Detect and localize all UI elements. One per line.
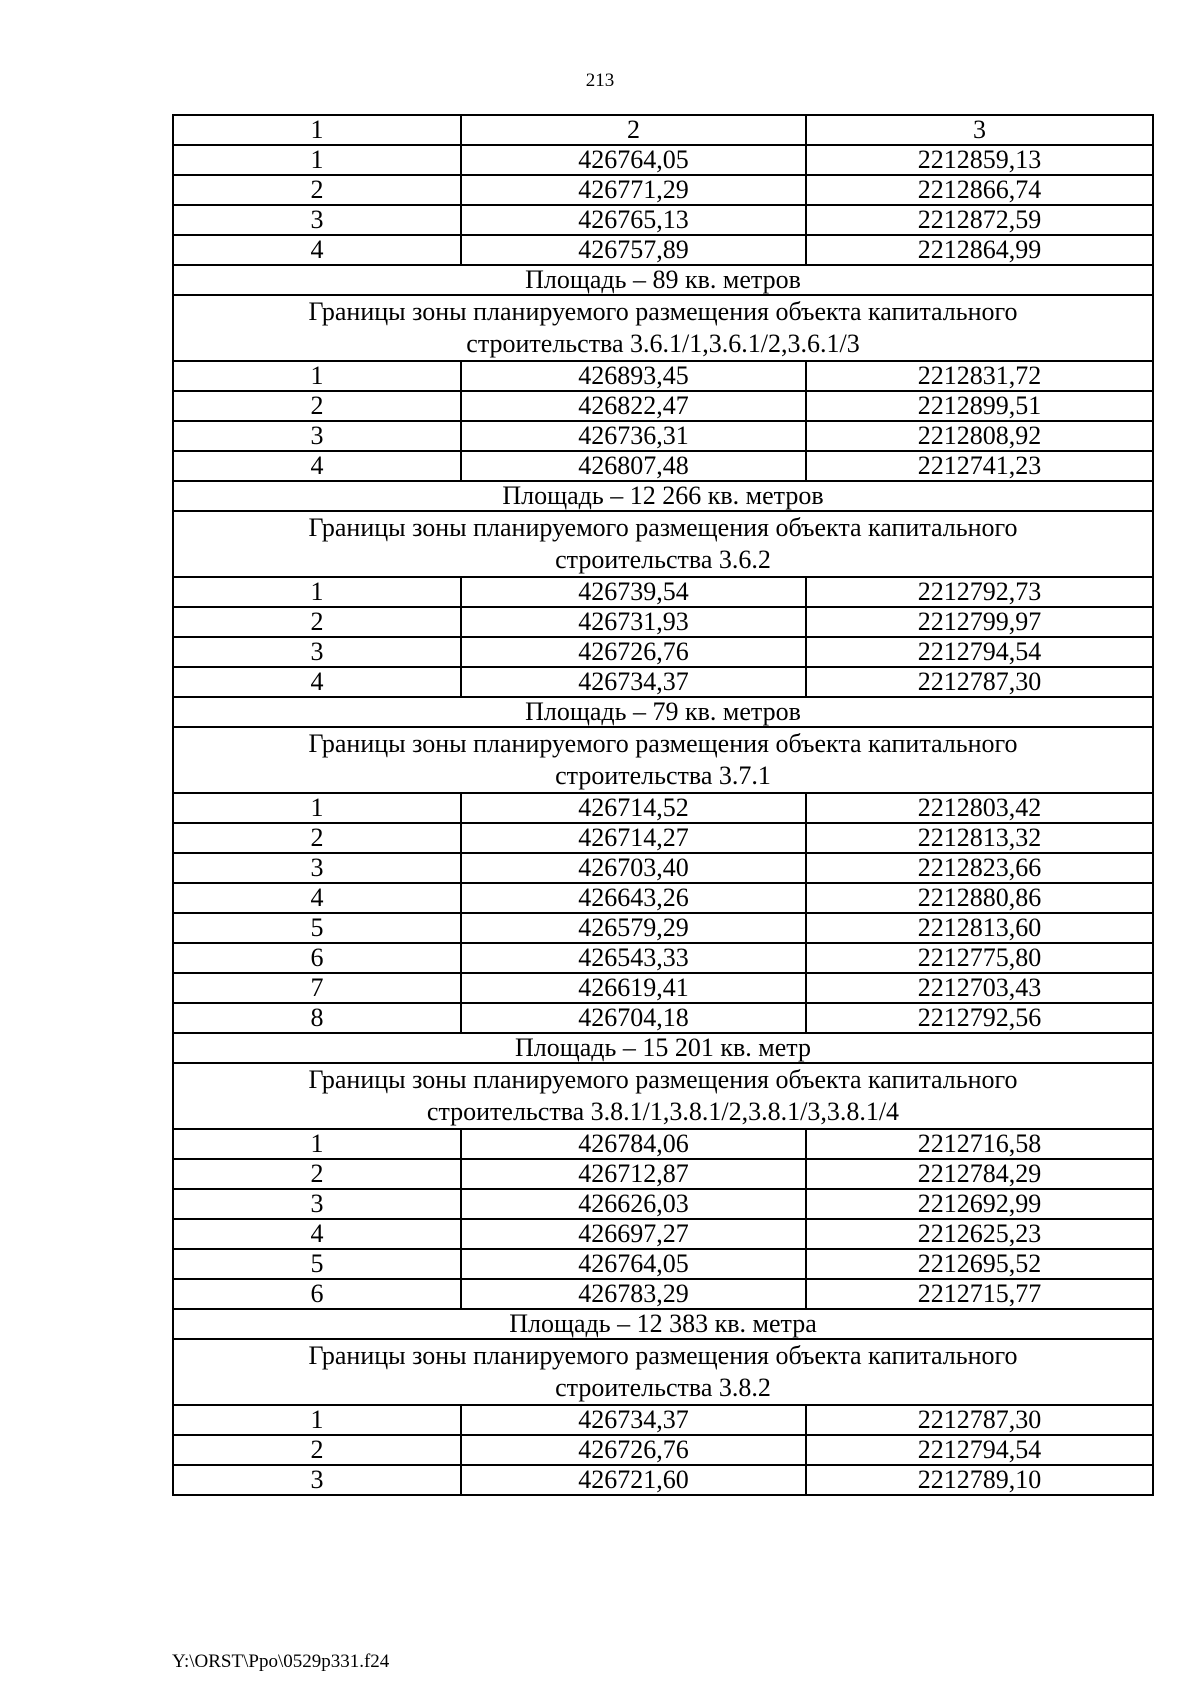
area-value: Площадь – 89 кв. метров — [173, 265, 1153, 295]
y-coordinate-cell: 2212715,77 — [806, 1279, 1153, 1309]
x-coordinate-cell: 426807,48 — [461, 451, 806, 481]
y-coordinate-cell: 2212899,51 — [806, 391, 1153, 421]
y-coordinate-cell: 2212787,30 — [806, 667, 1153, 697]
table-row — [173, 637, 1153, 667]
x-coordinate-cell: 426703,40 — [461, 853, 806, 883]
y-coordinate-cell: 2212859,13 — [806, 145, 1153, 175]
area-value: Площадь – 12 266 кв. метров — [173, 481, 1153, 511]
x-coordinate-cell: 426893,45 — [461, 361, 806, 391]
table-row — [173, 973, 1153, 1003]
point-number-cell: 1 — [173, 577, 461, 607]
y-coordinate-cell: 2212813,32 — [806, 823, 1153, 853]
y-coordinate-cell: 2212625,23 — [806, 1219, 1153, 1249]
table-row — [173, 145, 1153, 175]
point-number-cell: 2 — [173, 1435, 461, 1465]
x-coordinate-cell: 426726,76 — [461, 637, 806, 667]
table-row — [173, 451, 1153, 481]
table-row — [173, 1189, 1153, 1219]
table-row — [173, 823, 1153, 853]
point-number-cell: 1 — [173, 1405, 461, 1435]
x-coordinate-cell: 426764,05 — [461, 1249, 806, 1279]
point-number-cell: 5 — [173, 913, 461, 943]
table-row — [173, 607, 1153, 637]
coordinates-table — [172, 114, 1154, 1496]
section-caption: Границы зоны планируемого размещения объекта капитального строительства 3.8.1/1,3.8.1/2,3.8.1/3,3.8.1/4 — [173, 1063, 1153, 1129]
y-coordinate-cell: 2212716,58 — [806, 1129, 1153, 1159]
x-coordinate-cell: 426731,93 — [461, 607, 806, 637]
x-coordinate-cell: 426712,87 — [461, 1159, 806, 1189]
point-number-cell: 4 — [173, 667, 461, 697]
y-coordinate-cell: 2212803,42 — [806, 793, 1153, 823]
y-coordinate-cell: 2212880,86 — [806, 883, 1153, 913]
section-caption: Границы зоны планируемого размещения объекта капитального строительства 3.8.2 — [173, 1339, 1153, 1405]
y-coordinate-cell: 2212787,30 — [806, 1405, 1153, 1435]
table-row — [173, 1249, 1153, 1279]
x-coordinate-cell: 426543,33 — [461, 943, 806, 973]
x-coordinate-cell: 426784,06 — [461, 1129, 806, 1159]
point-number-cell: 7 — [173, 973, 461, 1003]
point-number-cell: 4 — [173, 235, 461, 265]
table-row — [173, 175, 1153, 205]
table-row — [173, 1219, 1153, 1249]
area-row — [173, 481, 1153, 511]
table-row — [173, 421, 1153, 451]
y-coordinate-cell: 2212831,72 — [806, 361, 1153, 391]
column-header-y: 3 — [806, 115, 1153, 145]
table-row — [173, 577, 1153, 607]
x-coordinate-cell: 426783,29 — [461, 1279, 806, 1309]
x-coordinate-cell: 426619,41 — [461, 973, 806, 1003]
table-row — [173, 1129, 1153, 1159]
section-caption-row — [173, 1063, 1153, 1129]
table-header-row — [173, 115, 1153, 145]
point-number-cell: 8 — [173, 1003, 461, 1033]
x-coordinate-cell: 426771,29 — [461, 175, 806, 205]
y-coordinate-cell: 2212792,73 — [806, 577, 1153, 607]
x-coordinate-cell: 426739,54 — [461, 577, 806, 607]
table-row — [173, 883, 1153, 913]
column-header-point: 1 — [173, 115, 461, 145]
point-number-cell: 5 — [173, 1249, 461, 1279]
x-coordinate-cell: 426697,27 — [461, 1219, 806, 1249]
y-coordinate-cell: 2212808,92 — [806, 421, 1153, 451]
point-number-cell: 6 — [173, 1279, 461, 1309]
point-number-cell: 3 — [173, 1189, 461, 1219]
point-number-cell: 3 — [173, 853, 461, 883]
x-coordinate-cell: 426721,60 — [461, 1465, 806, 1495]
y-coordinate-cell: 2212695,52 — [806, 1249, 1153, 1279]
table-row — [173, 235, 1153, 265]
point-number-cell: 1 — [173, 1129, 461, 1159]
section-caption: Границы зоны планируемого размещения объекта капитального строительства 3.6.2 — [173, 511, 1153, 577]
y-coordinate-cell: 2212775,80 — [806, 943, 1153, 973]
x-coordinate-cell: 426714,52 — [461, 793, 806, 823]
x-coordinate-cell: 426734,37 — [461, 1405, 806, 1435]
point-number-cell: 2 — [173, 175, 461, 205]
y-coordinate-cell: 2212789,10 — [806, 1465, 1153, 1495]
area-value: Площадь – 15 201 кв. метр — [173, 1033, 1153, 1063]
y-coordinate-cell: 2212703,43 — [806, 973, 1153, 1003]
point-number-cell: 2 — [173, 391, 461, 421]
y-coordinate-cell: 2212784,29 — [806, 1159, 1153, 1189]
point-number-cell: 3 — [173, 421, 461, 451]
table-row — [173, 1003, 1153, 1033]
x-coordinate-cell: 426757,89 — [461, 235, 806, 265]
x-coordinate-cell: 426714,27 — [461, 823, 806, 853]
area-row — [173, 1309, 1153, 1339]
point-number-cell: 1 — [173, 361, 461, 391]
y-coordinate-cell: 2212866,74 — [806, 175, 1153, 205]
section-caption-row — [173, 511, 1153, 577]
x-coordinate-cell: 426736,31 — [461, 421, 806, 451]
area-row — [173, 697, 1153, 727]
point-number-cell: 2 — [173, 607, 461, 637]
y-coordinate-cell: 2212823,66 — [806, 853, 1153, 883]
table-row — [173, 1435, 1153, 1465]
x-coordinate-cell: 426626,03 — [461, 1189, 806, 1219]
section-caption: Границы зоны планируемого размещения объекта капитального строительства 3.6.1/1,3.6.1/2,3.6.1/3 — [173, 295, 1153, 361]
section-caption-row — [173, 295, 1153, 361]
column-header-x: 2 — [461, 115, 806, 145]
table-row — [173, 1405, 1153, 1435]
table-row — [173, 913, 1153, 943]
point-number-cell: 4 — [173, 883, 461, 913]
table-row — [173, 361, 1153, 391]
area-value: Площадь – 12 383 кв. метра — [173, 1309, 1153, 1339]
x-coordinate-cell: 426579,29 — [461, 913, 806, 943]
x-coordinate-cell: 426764,05 — [461, 145, 806, 175]
coordinates-table-body — [173, 115, 1153, 1495]
table-row — [173, 943, 1153, 973]
point-number-cell: 1 — [173, 793, 461, 823]
point-number-cell: 1 — [173, 145, 461, 175]
x-coordinate-cell: 426704,18 — [461, 1003, 806, 1033]
point-number-cell: 2 — [173, 823, 461, 853]
table-row — [173, 1465, 1153, 1495]
point-number-cell: 3 — [173, 1465, 461, 1495]
y-coordinate-cell: 2212794,54 — [806, 1435, 1153, 1465]
footer-file-path: Y:\ORST\Ppo\0529p331.f24 — [172, 1651, 390, 1672]
point-number-cell: 4 — [173, 451, 461, 481]
area-row — [173, 265, 1153, 295]
y-coordinate-cell: 2212792,56 — [806, 1003, 1153, 1033]
point-number-cell: 2 — [173, 1159, 461, 1189]
table-row — [173, 793, 1153, 823]
point-number-cell: 6 — [173, 943, 461, 973]
area-row — [173, 1033, 1153, 1063]
y-coordinate-cell: 2212799,97 — [806, 607, 1153, 637]
y-coordinate-cell: 2212794,54 — [806, 637, 1153, 667]
y-coordinate-cell: 2212741,23 — [806, 451, 1153, 481]
table-row — [173, 1159, 1153, 1189]
x-coordinate-cell: 426822,47 — [461, 391, 806, 421]
section-caption-row — [173, 1339, 1153, 1405]
point-number-cell: 4 — [173, 1219, 461, 1249]
point-number-cell: 3 — [173, 637, 461, 667]
table-row — [173, 667, 1153, 697]
page-number: 213 — [585, 70, 615, 91]
x-coordinate-cell: 426734,37 — [461, 667, 806, 697]
table-row — [173, 205, 1153, 235]
y-coordinate-cell: 2212872,59 — [806, 205, 1153, 235]
point-number-cell: 3 — [173, 205, 461, 235]
area-value: Площадь – 79 кв. метров — [173, 697, 1153, 727]
x-coordinate-cell: 426765,13 — [461, 205, 806, 235]
section-caption: Границы зоны планируемого размещения объекта капитального строительства 3.7.1 — [173, 727, 1153, 793]
y-coordinate-cell: 2212864,99 — [806, 235, 1153, 265]
x-coordinate-cell: 426643,26 — [461, 883, 806, 913]
table-row — [173, 391, 1153, 421]
section-caption-row — [173, 727, 1153, 793]
y-coordinate-cell: 2212813,60 — [806, 913, 1153, 943]
y-coordinate-cell: 2212692,99 — [806, 1189, 1153, 1219]
table-row — [173, 853, 1153, 883]
table-row — [173, 1279, 1153, 1309]
x-coordinate-cell: 426726,76 — [461, 1435, 806, 1465]
